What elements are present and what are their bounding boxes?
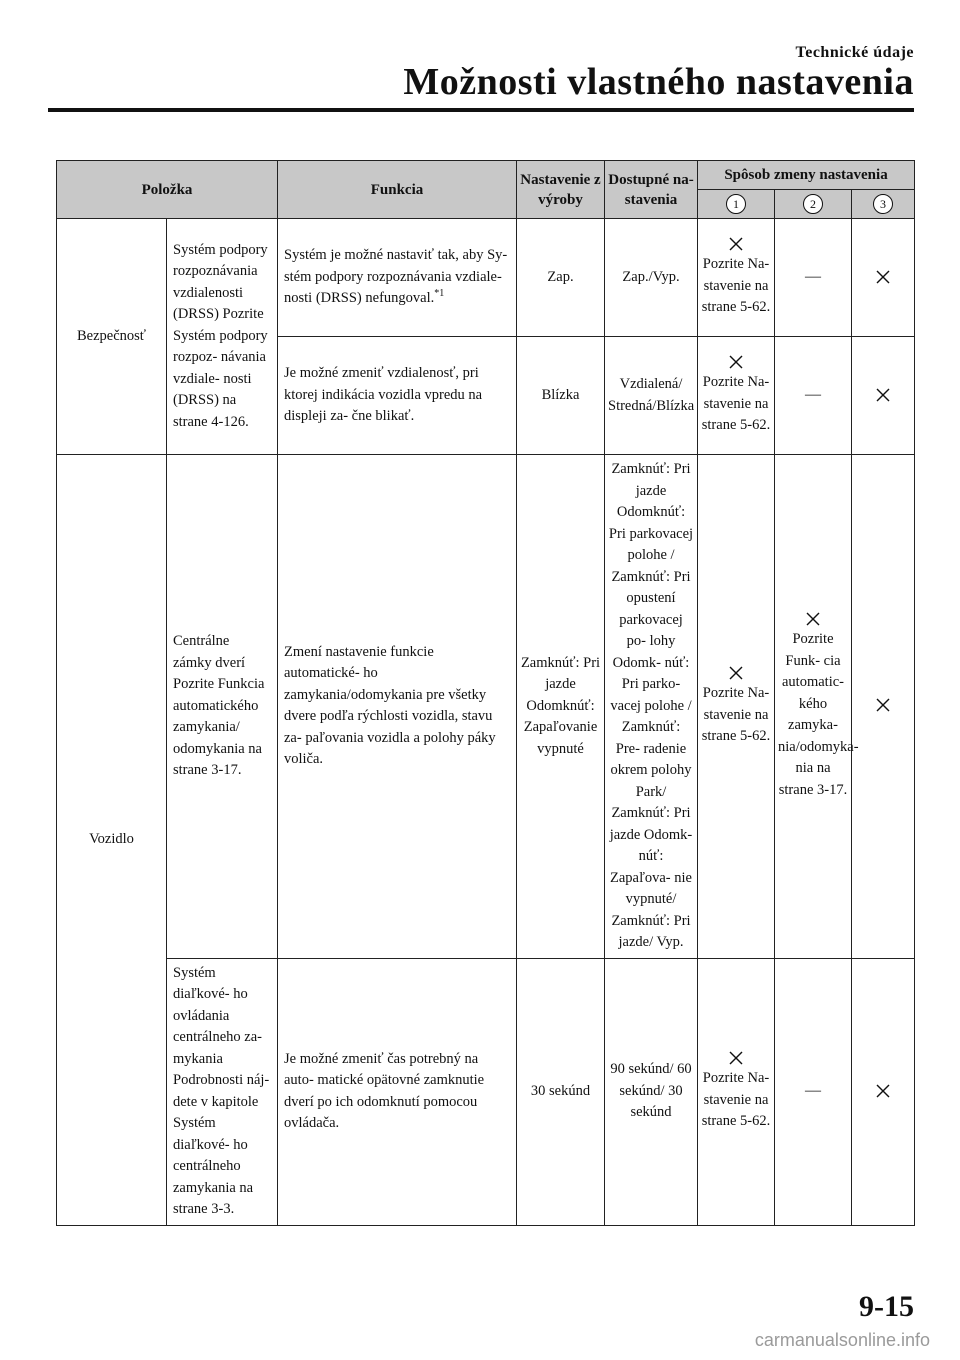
header-factory: Nastavenie z výroby (517, 161, 605, 219)
method-2-cell: Pozrite Funk- cia automatic- kého zamyka- nia/odomyka- nia na strane 3-17. (775, 455, 852, 959)
method-3-cell (852, 219, 915, 337)
method-1-cell: Pozrite Na- stavenie na strane 5-62. (698, 337, 775, 455)
page-title: Možnosti vlastného nastavenia (403, 61, 914, 103)
item-cell: Bezpečnosť (57, 219, 167, 455)
cross-icon (805, 611, 821, 627)
method-2-cell (775, 337, 852, 455)
available-cell: Zamknúť: Pri jazde Odomknúť: Pri parkovacej polohe / Zamknúť: Pri opustení parkovacej po- lohy Odomk- núť: Pri parko- vacej polohe / Zamknúť: Pre- radenie okrem polohy Park/ Zamknúť: Pri jazde Odomk- núť: Zapaľova- nie vypnuté/ Zamknúť: Pri jazde/ Vyp. (605, 455, 698, 959)
function-cell: Je možné zmeniť vzdialenosť, pri ktorej indikácia vozidla vpredu na displeji za- čne blikať. (278, 337, 517, 455)
method-3-cell (852, 337, 915, 455)
table-row (57, 958, 915, 1225)
factory-cell: Blízka (517, 337, 605, 455)
dash-mark: — (805, 1082, 821, 1100)
available-cell: Zap./Vyp. (605, 219, 698, 337)
page-number: 9-15 (859, 1290, 914, 1323)
cross-icon (728, 665, 744, 681)
cross-icon (728, 1050, 744, 1066)
factory-cell: 30 sekúnd (517, 958, 605, 1225)
table-row (57, 219, 915, 337)
factory-cell: Zap. (517, 219, 605, 337)
function-cell: Zmení nastavenie funkcie automatické- ho zamykania/odomykania pre všetky dvere podľa rýchlosti vozidla, stavu za- paľovania vozidla a polohy páky voliča. (278, 455, 517, 959)
dash-mark: — (805, 386, 821, 404)
method-1-cell: Pozrite Na- stavenie na strane 5-62. (698, 455, 775, 959)
cross-icon (875, 1083, 891, 1099)
header-item: Položka (57, 161, 278, 219)
method-1-number: 1 (726, 194, 746, 214)
method-1-cell: Pozrite Na- stavenie na strane 5-62. (698, 958, 775, 1225)
item-cell: Vozidlo (57, 455, 167, 1226)
subitem-cell: Systém podpory rozpoznávania vzdialenosti (DRSS) Pozrite Systém podpory rozpoz- návania vzdiale- nosti (DRSS) na strane 4-126. (167, 219, 278, 455)
dash-mark: — (805, 268, 821, 286)
method-3-cell (852, 958, 915, 1225)
header-method: Spôsob zmeny nastavenia (698, 161, 915, 190)
table-row (57, 455, 915, 959)
method-1-cell: Pozrite Na- stavenie na strane 5-62. (698, 219, 775, 337)
subitem-cell: Systém diaľkové- ho ovládania centrálneho za- mykania Podrobnosti náj- dete v kapitole Systém diaľkové- ho centrálneho zamykania na strane 3-3. (167, 958, 278, 1225)
method-3-number: 3 (873, 194, 893, 214)
function-cell: Systém je možné nastaviť tak, aby Sy- stém podpory rozpoznávania vzdiale- nosti (DRSS) nefungoval.$^{*1}$ (278, 219, 517, 337)
settings-table (56, 160, 915, 1226)
section-title: Technické údaje (795, 44, 914, 61)
cross-icon (875, 387, 891, 403)
header-row (57, 161, 915, 190)
subitem-cell: Centrálne zámky dverí Pozrite Funkcia automatického zamykania/ odomykania na strane 3-17. (167, 455, 278, 959)
header-function: Funkcia (278, 161, 517, 219)
method-2-cell (775, 219, 852, 337)
watermark: carmanualsonline.info (754, 1330, 930, 1350)
cross-icon (875, 269, 891, 285)
function-cell: Je možné zmeniť čas potrebný na auto- matické opätovné zamknutie dverí po ich odomknutí pomocou ovládača. (278, 958, 517, 1225)
available-cell: Vzdialená/ Stredná/Blízka (605, 337, 698, 455)
header-rule (48, 108, 914, 112)
footnote-ref: *1 (434, 288, 445, 300)
method-2-cell (775, 958, 852, 1225)
header-available: Dostupné na- stavenia (605, 161, 698, 219)
cross-icon (728, 354, 744, 370)
method-3-cell (852, 455, 915, 959)
factory-cell: Zamknúť: Pri jazde Odomknúť: Zapaľovanie vypnuté (517, 455, 605, 959)
available-cell: 90 sekúnd/ 60 sekúnd/ 30 sekúnd (605, 958, 698, 1225)
cross-icon (728, 236, 744, 252)
cross-icon (875, 697, 891, 713)
method-2-number: 2 (803, 194, 823, 214)
